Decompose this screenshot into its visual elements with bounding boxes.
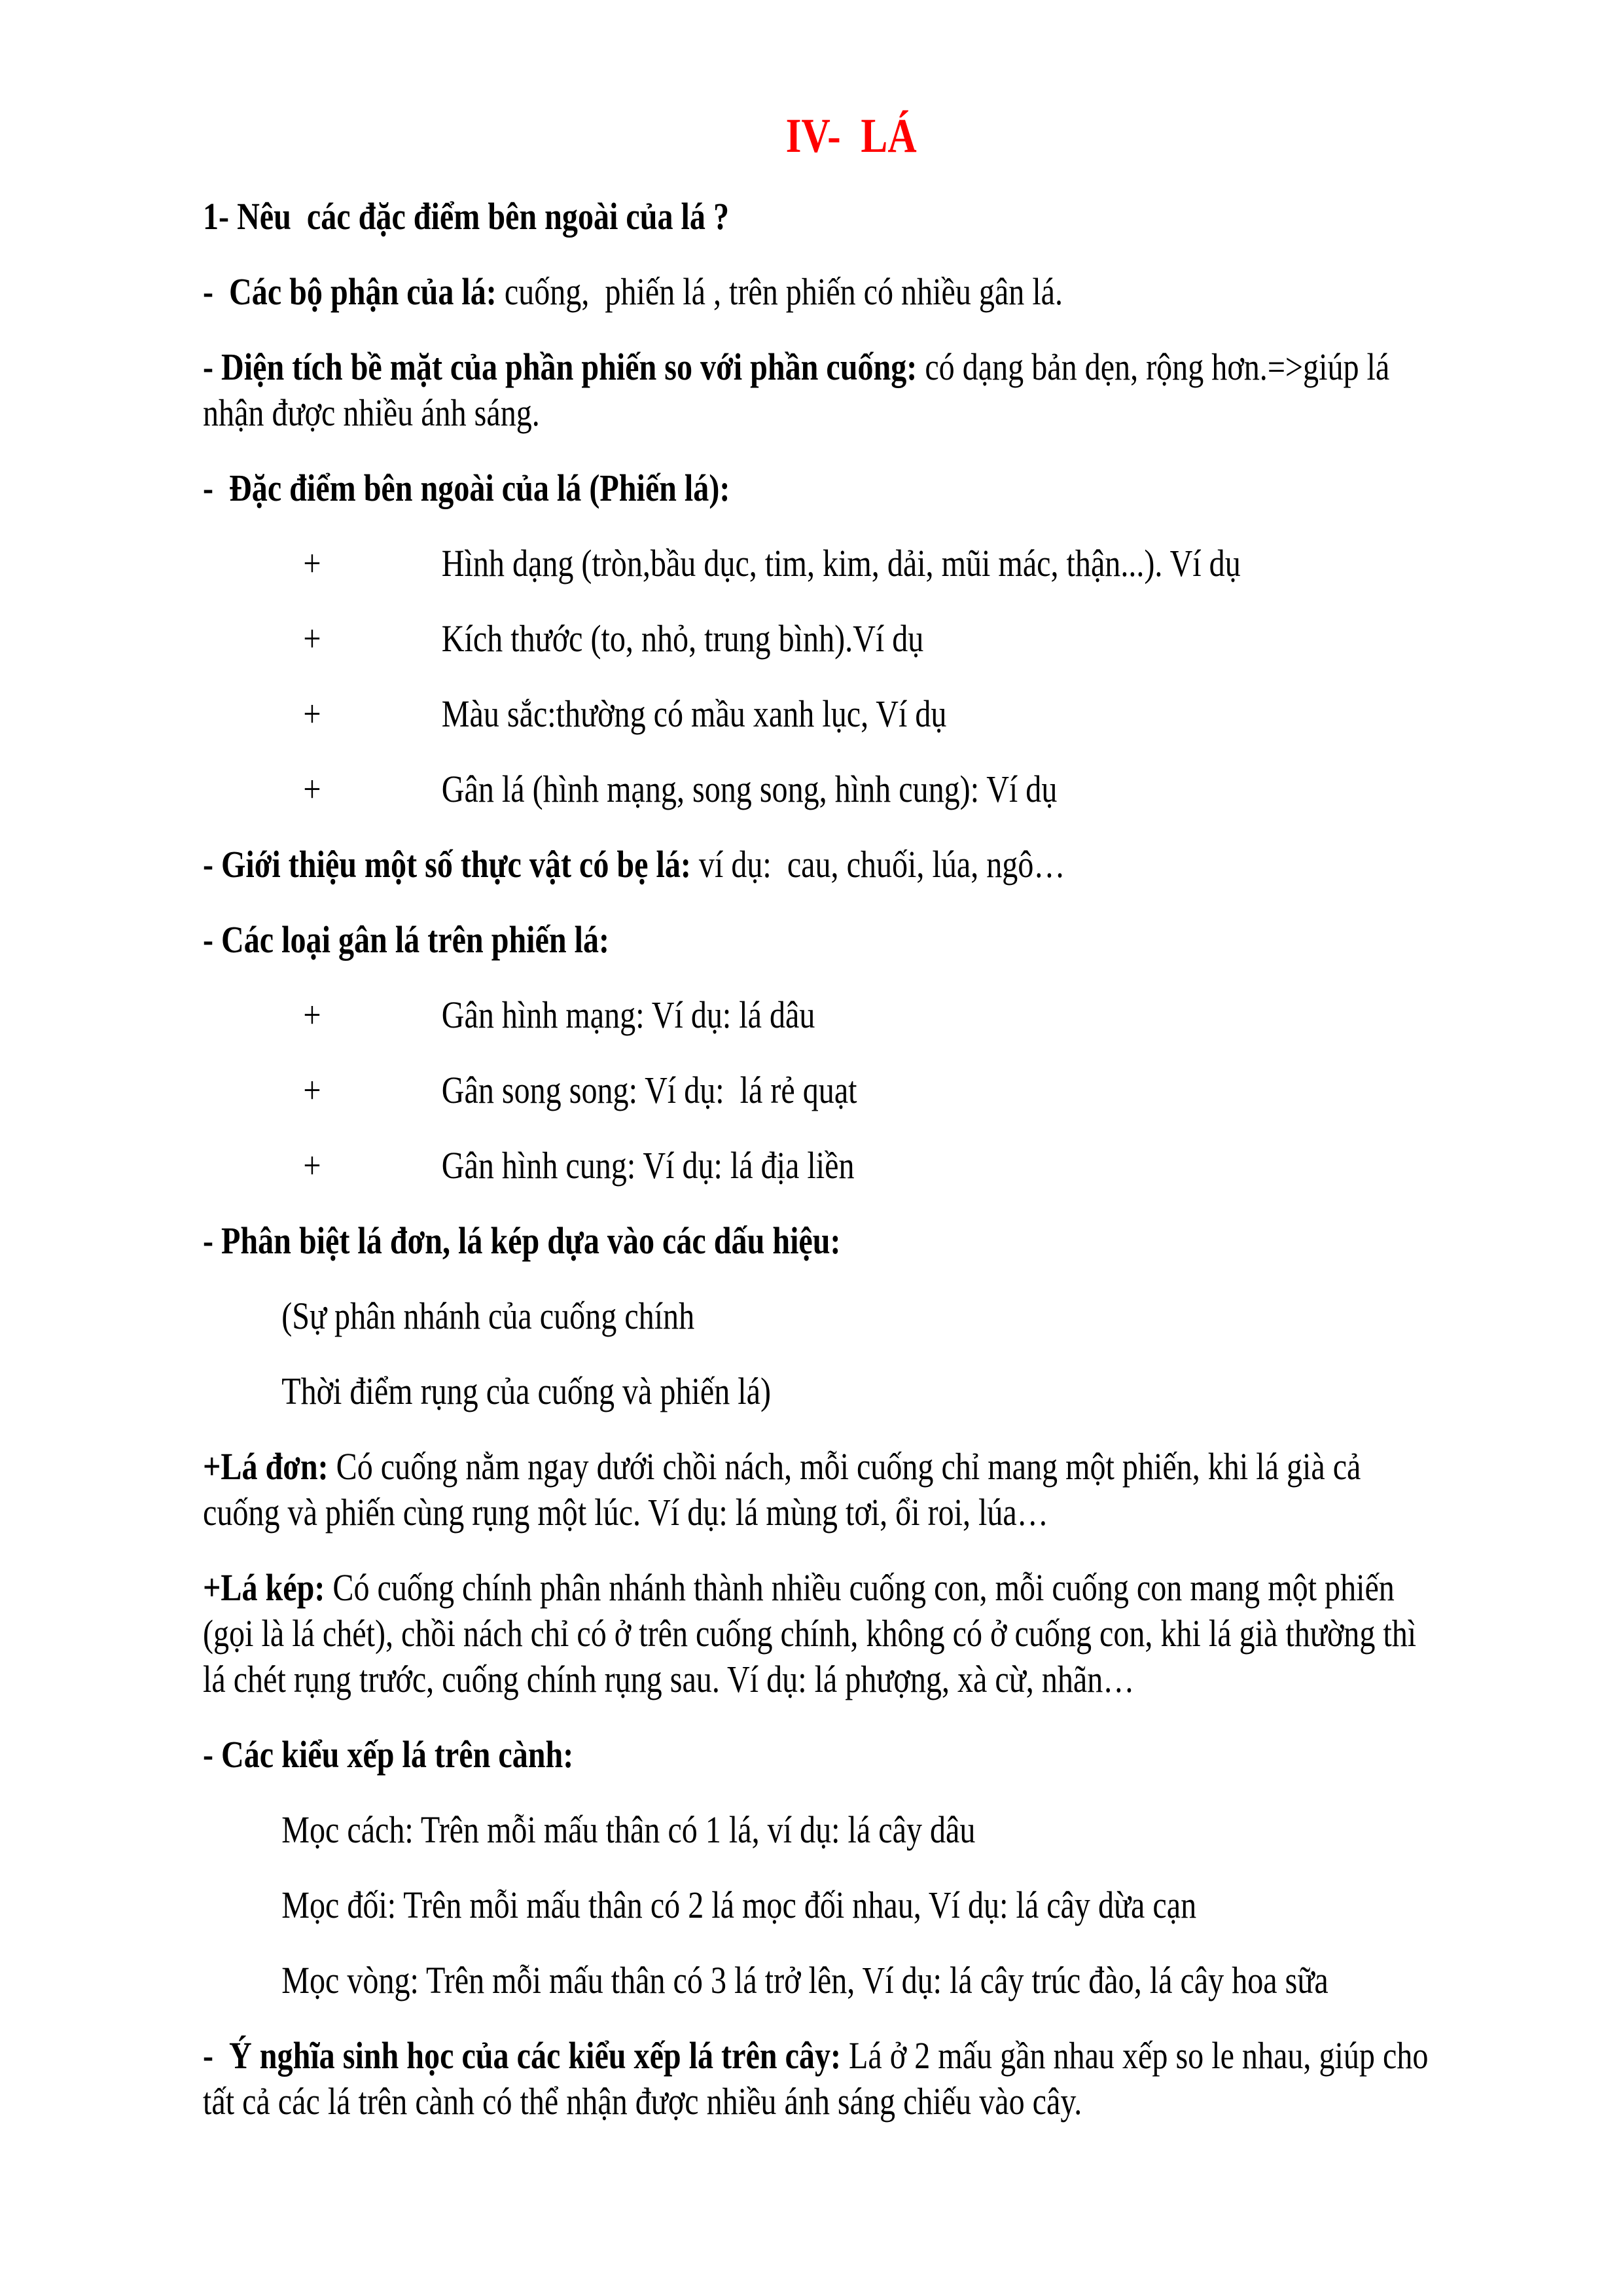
heading-text: - Các kiểu xếp lá trên cành: <box>203 1733 574 1776</box>
paragraph-text: Có cuống chính phân nhánh thành nhiều cuống con, mỗi cuống con mang một phiến (gọi là lá chét), chồi nách chỉ có ở trên cuống chính, không có ở cuống con, khi lá già thường thì lá chét rụng trước, cuống chính rụng sau. Ví dụ: lá phượng, xà cừ, nhãn… <box>203 1566 1425 1700</box>
paragraph-text: cuống, phiến lá , trên phiến có nhiều gân lá. <box>496 270 1063 313</box>
plus-item-parallel-veins <box>203 1067 1440 1113</box>
plus-item-veins <box>203 766 1440 812</box>
paragraph-lead: - Giới thiệu một số thực vật có bẹ lá: <box>203 843 691 886</box>
alternate-arrangement-line <box>203 1807 1440 1853</box>
heading-text: - Phân biệt lá đơn, lá kép dựa vào các dấu hiệu: <box>203 1219 841 1262</box>
line-text: Mọc đối: Trên mỗi mấu thân có 2 lá mọc đối nhau, Ví dụ: lá cây dừa cạn <box>281 1884 1197 1926</box>
document-content <box>203 105 1440 2125</box>
whorled-arrangement-line <box>203 1958 1440 2003</box>
paragraph-lead: - Ý nghĩa sinh học của các kiểu xếp lá trên cây: <box>203 2034 842 2077</box>
question-heading-text: 1- Nêu các đặc điểm bên ngoài của lá ? <box>203 195 730 238</box>
plus-bullet: + <box>303 692 321 735</box>
list-item-text: Gân song song: Ví dụ: lá rẻ quạt <box>441 1069 857 1111</box>
line-text: Thời điểm rụng của cuống và phiến lá) <box>281 1370 771 1412</box>
plus-item-color <box>203 691 1440 737</box>
plus-bullet: + <box>303 768 321 810</box>
paragraph-text: Có cuống nằm ngay dưới chồi nách, mỗi cuống chỉ mang một phiến, khi lá già cả cuống và phiến cùng rụng một lúc. Ví dụ: lá mùng tơi, ổi roi, lúa… <box>203 1445 1369 1534</box>
opposite-arrangement-line <box>203 1882 1440 1928</box>
paragraph-lead: - Các bộ phận của lá: <box>203 270 497 313</box>
parts-of-leaf-line <box>203 269 1440 315</box>
plus-item-net-veins <box>203 992 1440 1038</box>
compound-leaf-paragraph <box>203 1565 1440 1702</box>
line-text: Mọc cách: Trên mỗi mấu thân có 1 lá, ví dụ: lá cây dâu <box>281 1808 976 1851</box>
plus-bullet: + <box>303 994 321 1036</box>
list-item-text: Gân hình mạng: Ví dụ: lá dâu <box>441 994 815 1036</box>
plus-item-shape <box>203 541 1440 586</box>
outer-features-heading <box>203 465 1440 511</box>
leaf-arrangement-heading <box>203 1732 1440 1778</box>
document-title: IV- LÁ <box>785 109 917 163</box>
plus-item-arc-veins <box>203 1143 1440 1189</box>
paragraph-text: Lá ở 2 mấu gần nhau xếp so le nhau, giúp cho tất cả các lá trên cành có thể nhận được nhiều ánh sáng chiếu vào cây. <box>203 2034 1436 2123</box>
plus-item-size <box>203 616 1440 662</box>
question-heading <box>203 194 1440 240</box>
plus-bullet: + <box>303 542 321 584</box>
list-item-text: Màu sắc:thường có mầu xanh lục, Ví dụ <box>441 692 947 735</box>
list-item-text: Hình dạng (tròn,bầu dục, tim, kim, dải, mũi mác, thận...). Ví dụ <box>441 542 1241 584</box>
branching-note-line <box>203 1293 1440 1339</box>
heading-text: - Đặc điểm bên ngoài của lá (Phiến lá): <box>203 467 730 509</box>
list-item-text: Gân lá (hình mạng, song song, hình cung): Ví dụ <box>441 768 1058 810</box>
biological-meaning-paragraph <box>203 2033 1440 2125</box>
sheath-examples-line <box>203 842 1440 888</box>
heading-text: - Các loại gân lá trên phiến lá: <box>203 918 610 961</box>
list-item-text: Kích thước (to, nhỏ, trung bình).Ví dụ <box>441 617 924 660</box>
paragraph-text: ví dụ: cau, chuối, lúa, ngô… <box>690 843 1065 886</box>
surface-area-line <box>203 344 1440 436</box>
line-text: Mọc vòng: Trên mỗi mấu thân có 3 lá trở lên, Ví dụ: lá cây trúc đào, lá cây hoa sữa <box>281 1959 1329 2001</box>
paragraph-lead: - Diện tích bề mặt của phần phiến so với phần cuống: <box>203 346 918 388</box>
plus-bullet: + <box>303 1069 321 1111</box>
list-item-text: Gân hình cung: Ví dụ: lá địa liền <box>441 1144 855 1187</box>
line-text: (Sự phân nhánh của cuống chính <box>281 1295 695 1337</box>
simple-compound-heading <box>203 1218 1440 1264</box>
plus-bullet: + <box>303 1144 321 1187</box>
paragraph-text: có dạng bản dẹn, rộng hơn.=>giúp lá nhận được nhiều ánh sáng. <box>203 346 1398 434</box>
vein-types-heading <box>203 917 1440 963</box>
paragraph-lead: +Lá kép: <box>203 1566 325 1609</box>
simple-leaf-paragraph <box>203 1444 1440 1535</box>
plus-bullet: + <box>303 617 321 660</box>
falling-time-note-line <box>203 1369 1440 1414</box>
paragraph-lead: +Lá đơn: <box>203 1445 329 1488</box>
